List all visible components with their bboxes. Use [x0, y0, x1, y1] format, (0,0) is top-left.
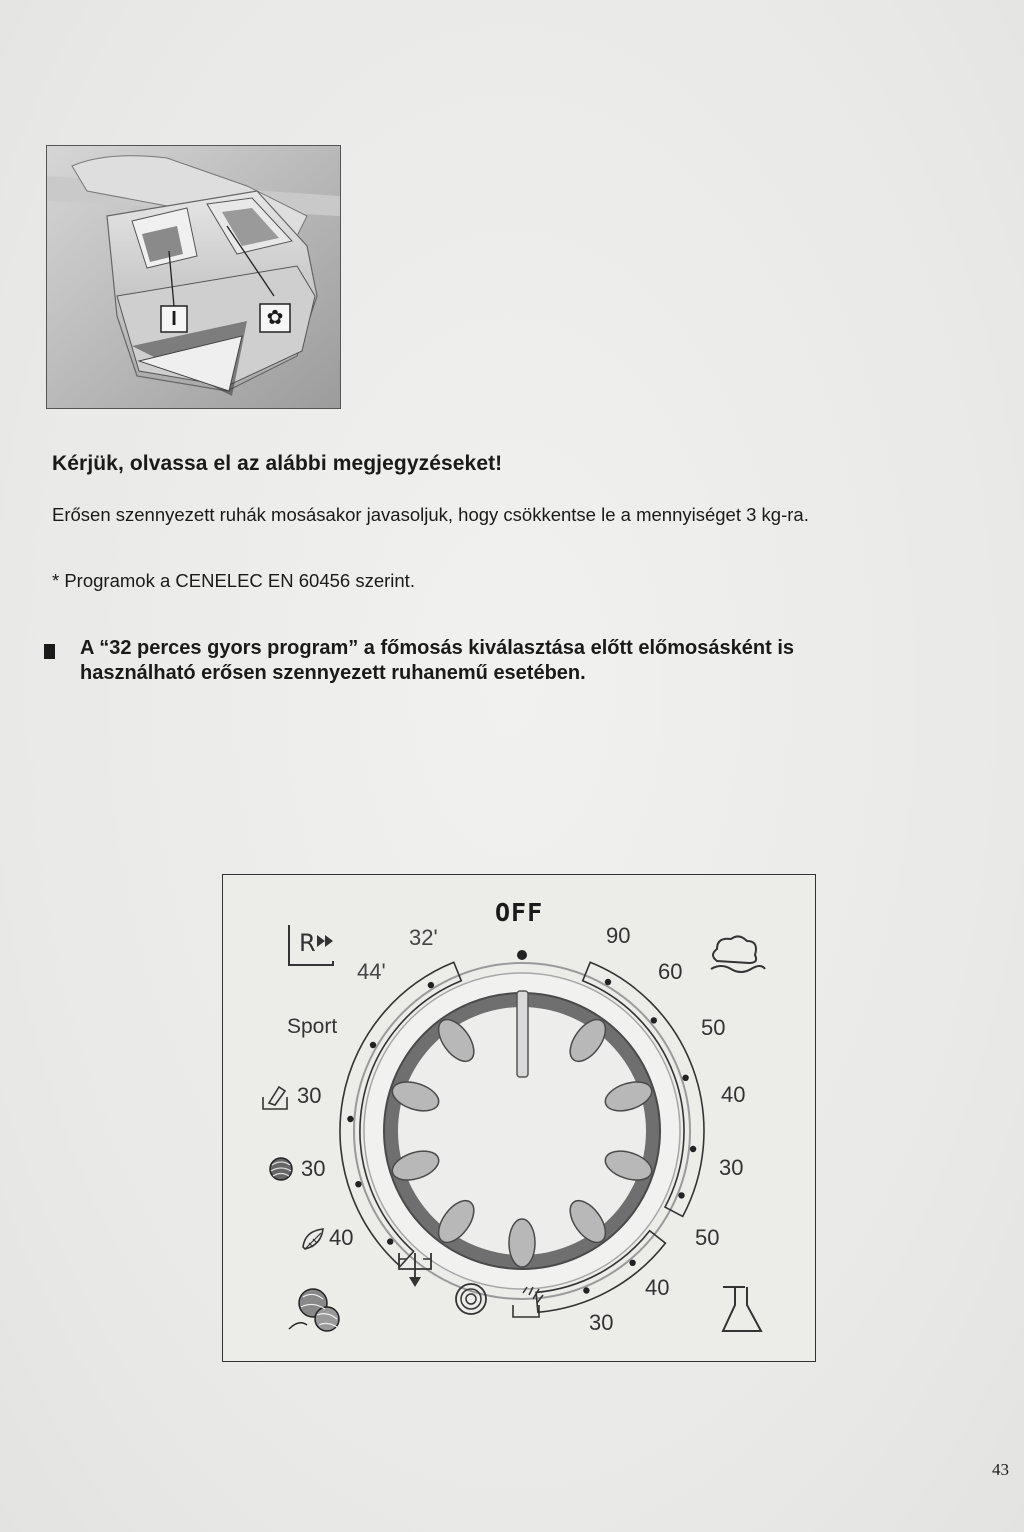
scale-marker-dot: [347, 1116, 353, 1122]
page-number: 43: [992, 1460, 1009, 1479]
wool-icon: [267, 1155, 295, 1183]
cotton-icon: [707, 933, 767, 979]
scale-marker-dot: [370, 1042, 376, 1048]
rinse-icon: [509, 1281, 549, 1321]
flower-icon: ✿: [266, 307, 284, 329]
detergent-drawer-photo: [46, 145, 341, 409]
label-synthetic-30: 30: [589, 1310, 614, 1335]
scale-marker-dot: [678, 1192, 684, 1198]
label-cotton-30: 30: [719, 1155, 744, 1180]
synthetic-flask-icon: [719, 1281, 765, 1337]
label-synthetic-40: 40: [645, 1275, 670, 1300]
label-wool-30: 30: [301, 1156, 326, 1181]
label-handwash-30: 30: [297, 1083, 322, 1108]
delicate-icon: [299, 1225, 329, 1253]
scale-marker-dot: [651, 1017, 657, 1023]
knob-grip-lobe: [509, 1219, 535, 1267]
scale-marker-dot: [629, 1260, 635, 1266]
quick-wash-icon: [283, 921, 345, 971]
label-cotton-40: 40: [721, 1082, 746, 1107]
svg-text:R: R: [299, 929, 316, 957]
off-dot: [517, 950, 527, 960]
scale-marker-dot: [428, 982, 434, 988]
scale-marker-dot: [355, 1181, 361, 1187]
label-44min: 44': [357, 959, 386, 984]
scale-marker-dot: [583, 1287, 589, 1293]
scale-marker-dot: [387, 1238, 393, 1244]
label-synthetic-50: 50: [695, 1225, 720, 1250]
label-cotton-50: 50: [701, 1015, 726, 1040]
spin-icon: [453, 1281, 489, 1317]
cenelec-note: * Programok a CENELEC EN 60456 szerint.: [52, 570, 415, 591]
program-dial-panel: [222, 874, 816, 1362]
compartment-label-I: I: [171, 308, 177, 330]
notice-heading: Kérjük, olvassa el az alábbi megjegyzéseket!: [52, 452, 503, 475]
quick-program-note: A “32 perces gyors program” a főmosás kiválasztása előtt előmosásként is használható erősen szennyezett ruhanemű esetében.: [80, 637, 795, 684]
yarn-icon: [285, 1279, 349, 1339]
bullet-square-icon: [44, 644, 55, 659]
load-recommendation-text: Erősen szennyezett ruhák mosásakor javasoljuk, hogy csökkentse le a mennyiséget 3 kg-ra.: [52, 504, 809, 525]
label-sport: Sport: [287, 1015, 338, 1038]
off-label: OFF: [495, 898, 544, 927]
label-cotton-60: 60: [658, 959, 683, 984]
scale-marker-dot: [605, 979, 611, 985]
label-cotton-90: 90: [606, 923, 631, 948]
hand-wash-icon: [261, 1083, 291, 1111]
scale-marker-dot: [690, 1146, 696, 1152]
label-delicate-40: 40: [329, 1225, 354, 1250]
label-32min: 32': [409, 925, 438, 950]
scale-marker-dot: [682, 1075, 688, 1081]
knob-pointer: [517, 991, 528, 1077]
drain-icon: [395, 1249, 435, 1291]
